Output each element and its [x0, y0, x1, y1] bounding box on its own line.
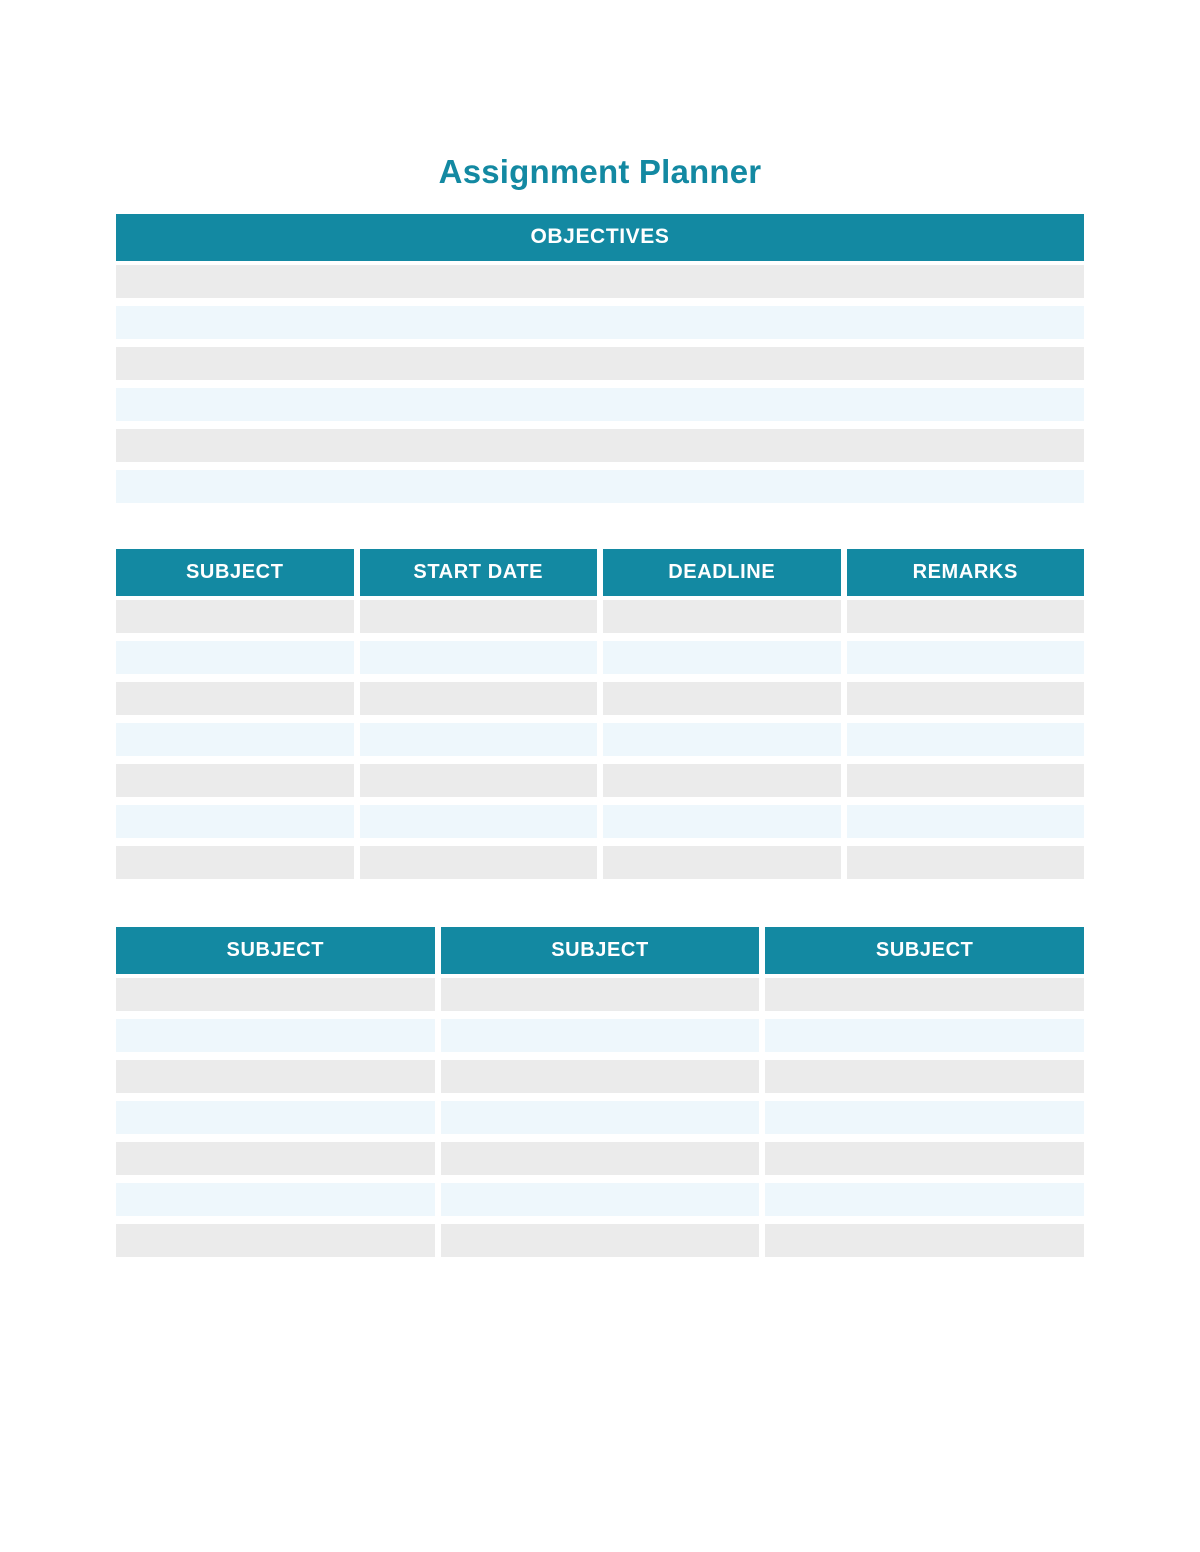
table-cell[interactable] [603, 764, 841, 797]
table-cell[interactable] [847, 764, 1085, 797]
table-cell[interactable] [116, 641, 354, 674]
objectives-row[interactable] [116, 429, 1084, 462]
table-cell[interactable] [116, 1019, 435, 1052]
table-cell[interactable] [765, 1142, 1084, 1175]
table-cell[interactable] [116, 1101, 435, 1134]
subjects-table-body [116, 978, 1084, 1257]
table-cell[interactable] [765, 1060, 1084, 1093]
table-cell[interactable] [847, 846, 1085, 879]
table-cell[interactable] [441, 1183, 760, 1216]
table-cell[interactable] [116, 1060, 435, 1093]
table-cell[interactable] [603, 805, 841, 838]
column-header: SUBJECT [441, 927, 760, 974]
subjects-table [116, 927, 1084, 1257]
table-cell[interactable] [360, 764, 598, 797]
table-cell[interactable] [441, 1101, 760, 1134]
column-header: SUBJECT [765, 927, 1084, 974]
column-header: SUBJECT [116, 927, 435, 974]
column-header: SUBJECT [116, 549, 354, 596]
table-row [116, 600, 1084, 633]
table-cell[interactable] [441, 1142, 760, 1175]
table-row [116, 978, 1084, 1011]
table-cell[interactable] [441, 1060, 760, 1093]
table-cell[interactable] [116, 600, 354, 633]
table-cell[interactable] [847, 682, 1085, 715]
table-cell[interactable] [847, 600, 1085, 633]
table-cell[interactable] [116, 682, 354, 715]
table-cell[interactable] [603, 641, 841, 674]
table-cell[interactable] [603, 723, 841, 756]
objectives-header: OBJECTIVES [116, 214, 1084, 261]
table-cell[interactable] [847, 723, 1085, 756]
table-cell[interactable] [765, 1224, 1084, 1257]
table-row [116, 1101, 1084, 1134]
table-cell[interactable] [360, 600, 598, 633]
table-row [116, 641, 1084, 674]
table-cell[interactable] [360, 805, 598, 838]
table-cell[interactable] [116, 764, 354, 797]
table-row [116, 764, 1084, 797]
objectives-row[interactable] [116, 306, 1084, 339]
subjects-table-header [116, 927, 1084, 974]
table-row [116, 1224, 1084, 1257]
table-cell[interactable] [116, 1142, 435, 1175]
schedule-table-header [116, 549, 1084, 596]
column-header: START DATE [360, 549, 598, 596]
table-row [116, 1019, 1084, 1052]
table-cell[interactable] [603, 600, 841, 633]
table-cell[interactable] [441, 1019, 760, 1052]
table-cell[interactable] [116, 805, 354, 838]
column-header: DEADLINE [603, 549, 841, 596]
table-row [116, 846, 1084, 879]
table-row [116, 723, 1084, 756]
table-cell[interactable] [765, 1183, 1084, 1216]
table-cell[interactable] [116, 723, 354, 756]
table-cell[interactable] [360, 723, 598, 756]
schedule-table-body [116, 600, 1084, 879]
table-row [116, 682, 1084, 715]
table-cell[interactable] [360, 641, 598, 674]
table-cell[interactable] [847, 641, 1085, 674]
table-cell[interactable] [116, 1183, 435, 1216]
table-cell[interactable] [116, 1224, 435, 1257]
objectives-row[interactable] [116, 347, 1084, 380]
table-cell[interactable] [441, 1224, 760, 1257]
table-cell[interactable] [603, 682, 841, 715]
table-cell[interactable] [847, 805, 1085, 838]
table-cell[interactable] [765, 978, 1084, 1011]
table-cell[interactable] [765, 1019, 1084, 1052]
table-cell[interactable] [441, 978, 760, 1011]
page-title: Assignment Planner [438, 153, 762, 190]
schedule-table [116, 549, 1084, 879]
table-cell[interactable] [116, 846, 354, 879]
table-cell[interactable] [603, 846, 841, 879]
objectives-section [116, 214, 1084, 503]
table-cell[interactable] [116, 978, 435, 1011]
table-cell[interactable] [360, 846, 598, 879]
table-cell[interactable] [765, 1101, 1084, 1134]
table-row [116, 1060, 1084, 1093]
table-row [116, 1142, 1084, 1175]
objectives-row[interactable] [116, 265, 1084, 298]
objectives-row[interactable] [116, 470, 1084, 503]
column-header: REMARKS [847, 549, 1085, 596]
table-row [116, 1183, 1084, 1216]
objectives-rows [116, 265, 1084, 503]
objectives-row[interactable] [116, 388, 1084, 421]
table-row [116, 805, 1084, 838]
table-cell[interactable] [360, 682, 598, 715]
